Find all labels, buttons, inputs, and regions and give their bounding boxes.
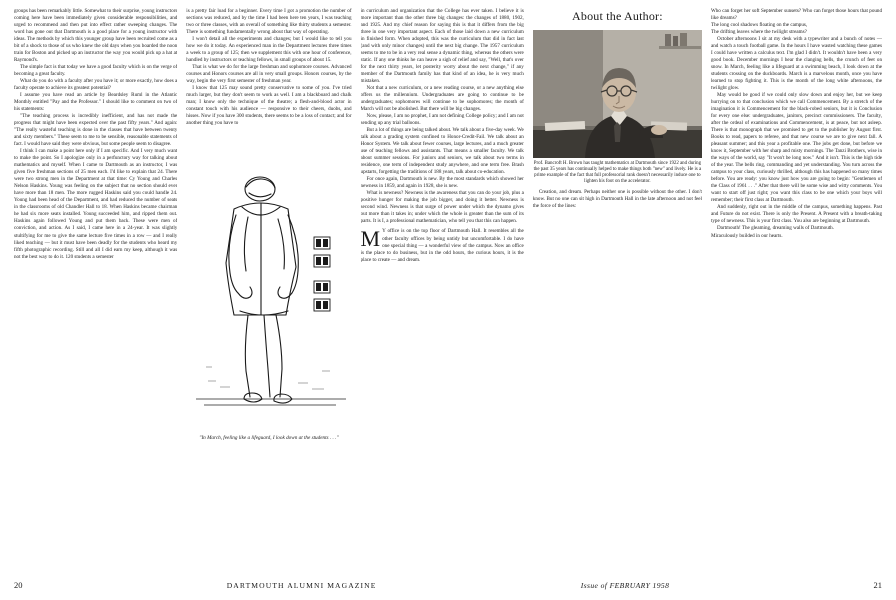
folio-left: 20	[14, 580, 23, 590]
illustration-caption: "In March, feeling like a lifeguard, I look down at the students . . ."	[199, 435, 339, 442]
paragraph: May would be good if we could only slow down and enjoy her, but we keep hurrying on to that conclusion which we call Commencement. By a stretch of the imagination it is Commencement for the black-robed seniors, but it is Conclusion for every one else: undergraduates, janitors, precinct commissioners. The faculty, after the ordeal of examinations and Commencement, is at peace, but not asleep. There is that monograph that we promised to get to the publisher by August first. Books to read, papers to referee, and that new course we are to give next fall. A pleasant summer; and this year a profitable one. The jobs get done, but before we know it, September with her sharp and misty mornings. The Tanzi Brothers, wise in the ways of the world, say "It won't be long now." And it isn't. This is the high tide of the year. The bells ring, commanding and yet understanding. You turn across the campus to your class, curiously thrilled, although this has happened so many times before. You are ready: you know just how you are going to begin: "Gentlemen of the Class of 1961 . . ." After that there will be some wise and witty comments. You want to start off just right; you want this class to be one which your boys will remember; their first class at Dartmouth.	[710, 92, 883, 204]
paragraph: That is what we do for the large freshman and sophomore courses. Advanced courses and Honors courses are all in very small groups. Honors courses, by the way, begin the very first semester of freshman year.	[186, 64, 352, 85]
paragraph: is a pretty fair load for a beginner. Every time I got a promotion the number of sections was reduced, and by the time I had been here ten years, I was teaching two or three classes, with an overall of something like thirty students a semester. There is something fundamentally wrong about that way of operating.	[186, 8, 352, 36]
paragraph: "The teaching process is incredibly inefficient, and has not made the progress that might have been expected over the past fifty years." And again: "The really wasteful teaching is done in the classes that have between twenty and sixty members." These seem to me to be sensible, reasonable statements of fact. I would have said they were obvious, but some people seem to disagree.	[14, 113, 178, 148]
paragraph: Creation, and dream. Perhaps neither one is possible without the other. I don't know. But no one can sit high in Dartmouth Hall in the late afternoon and not feel the force of the lines:	[532, 189, 702, 210]
paragraph: Miraculously builded in our hearts.	[710, 232, 783, 239]
author-photo-caption: Prof. Bancroft H. Brown has taught mathematics at Dartmouth since 1922 and during the past 35 years has continually helped to make things both "new" and lively. He is a prime example of the fact that full professorial rank doesn't necessarily induce one to lighten his foot on the accelerator.	[533, 160, 702, 184]
illustration-svg	[186, 131, 351, 431]
paragraph: in curriculum and organization that the College has ever taken. I believe it is more important than the other three big changes: the changes of 1880, 1902, and 1925. And my chief reason for saying this is that it differs from the big three in one very important aspect. Each of those laid down a new curriculum in finished form. When adopted, this was the curriculum that did in fact last (and with only minor changes) until the next big change. The 1957 curriculum seems to me to be in a very real sense a dynamic thing, whereas the others were static. If any one thinks he can heave a sigh of relief and say, "Well, that's over for the next thirty years, let posterity worry about the next change," if any member of the Dartmouth family has that kind of an idea, he is very much mistaken.	[360, 8, 524, 85]
paragraph: I assume you have read an article by Beardsley Ruml in the Atlantic Monthly entitled "Pay and the Professor." I should like to comment on two of his statements:	[14, 92, 178, 113]
about-author-heading: About the Author:	[572, 9, 663, 23]
paragraph: I won't detail all the experiments and changes; but I would like to tell you how we do it today. An experienced man in the Department lectures three times a week to a group of 125; then we supplement this with one hour of conference, handled by instructors or teaching fellows, in small groups of about 15.	[186, 36, 352, 64]
drop-cap: M	[360, 226, 381, 252]
paragraph: October afternoons I sit at my desk with a typewriter and a bunch of notes — and watch a touch football game. In the hours I have wasted watching these games I could have written a calculus text. I'm glad I didn't. It wouldn't have been a very good book. December mornings I hear the clanging bells, the crunch of feet on snow. In March, feeling like a lifeguard at a swimming beach, I look down at the students crossing on the duckboards. March is a marvelous month, once you have learned to stop fighting it. This is the month of the long white afternoons, the twilight glow.	[710, 36, 883, 92]
paragraph: Not that a new curriculum, or a new reading course, or a new anything else offers us the millennium. Undergraduates are going to continue to be undergraduates; sophomores will continue to be sophomores; the month of March will not be abolished. But there will be big changes.	[360, 85, 524, 113]
illustration-student-figure	[186, 131, 351, 431]
column-1	[14, 8, 177, 560]
paragraph: groups has been remarkably little. Somewhat to their surprise, young instructors coming here have been immediately given considerable responsibilities, and urged to recommend and then put into effect rather sweeping changes. The word has gone out that Dartmouth is a good place for a young instructor with ideas. The methods by which this younger group have been recruited come as a bit of a shock to those of us who knew the old days when you boarded the noon train for Boston and picked up an instructor the way you would pick up a hat at Raymond's.	[14, 8, 178, 64]
paragraph: The simple fact is that today we have a good faculty which is on the verge of becoming a great faculty.	[14, 64, 178, 78]
column-5	[711, 8, 882, 560]
paragraph: Who can forget her soft September sunsets? Who can forget those hours that pound like dreams?	[710, 8, 883, 22]
paragraph: The drifting leaves where the twilight streams?	[710, 29, 807, 36]
column-4-about-author	[533, 8, 702, 560]
paragraph-text: Y office is on the top floor of Dartmouth Hall. It resembles all the other faculty offices by being untidy but uncomfortable. I do have one special thing — a wonderful view of the campus. Now an office is the place to do business, but in the odd hours, the curious hours, it is the place to create — and dream.	[360, 228, 524, 263]
issue-date: Issue of FEBRUARY 1958	[580, 580, 670, 590]
magazine-title: DARTMOUTH ALUMNI MAGAZINE	[226, 580, 377, 590]
paragraph: I think I can make a point here only if I am specific. And I very much want to make the point. So I apologize only in a perfunctory way for talking about mathematics and myself. When I came to Dartmouth as an instructor, I was given five freshman sections of 25 men each. I'd like to explain that 24. There were two strong men in the Department at that time: Cy Young and Charles Nelson Haskins. Young was feeling on the subject that no section should ever have more than 18 men. The more rugged Haskins said you could handle 24. Young had been head of the Department, and had reduced the number of seats in the classrooms of old Chandler Hall to 18. When Haskins became chairman he had six more seats installed. Young succeeded him, and ripped them out. Haskins again followed Young and put them back. These were men of conviction, and action. As I said, I came here in a 24-year. It was slightly stultifying for me to give the same lecture five times in a row — and I really liked teaching — but it must have been deadly for the students who heard my fifth photographic recording. Still and all I did earn my keep, although it was not the best way to do it. 120 students a semester	[14, 148, 178, 260]
paragraph: For once again, Dartmouth is new. By the most standards which showed her newness in 1859, and again in 1928, she is new.	[360, 176, 524, 190]
author-photo-svg	[533, 30, 702, 158]
author-photo-wrap	[533, 30, 702, 158]
paragraph: What do you do with a faculty after you have it; or more exactly, how does a faculty operate to achieve its greatest potential?	[14, 78, 178, 92]
column-2	[186, 8, 351, 560]
paragraph: And suddenly, right out in the middle of the campus, something happens. Past and Future do not exist. There is only the Present. A Present with a breath-taking type of newness. This is your first class. You also are beginning at Dartmouth.	[710, 204, 883, 225]
folio-right: 21	[873, 580, 882, 590]
paragraph: Now, please, I am no prophet, I am not defining College policy; and I am not sending up any trial balloons.	[360, 113, 524, 127]
paragraph: Dartmouth! The gleaming, dreaming walls of Dartmouth.	[716, 225, 834, 232]
paragraph: I know that 125 may sound pretty conservative to some of you. I've tried much larger, but they don't seem to work as well. I am a blackboard and chalk man; I know only the technique of the theatre; a flesh-and-blood actor in constant touch with his audience — responsive to their cheers, duobs, and hisses. Now if you have 300 students, there seems to be a loss of contact; and for another thing you have to	[186, 85, 352, 127]
paragraph-with-dropcap	[361, 228, 524, 263]
column-3	[361, 8, 524, 560]
paragraph: What is newness? Newness is the awareness that you can do your job, plus a positive hunger for making the job bigger, and doing it better. Newness is second wind. Newness is that surge of power under which the dynamo gives out more than it takes in; under which the whole is greater than the sum of its parts. It is I, a professional mathematician, who tell you that this can happen.	[360, 190, 524, 225]
author-photo	[533, 30, 702, 158]
paragraph: But a lot of things are being talked about. We talk about a five-day week. We talk about a grading system confined to Honor-Credit-Fail. We talk about an Honor System. We talk about fewer courses, large lectures, and a much greater use of teaching fellows and assistants. That means a smaller faculty. We talk about summer sessions. For juniors and seniors, we talk about two terms in residence, one term of independent study anywhere, and one term free. Brash upstarts, forgetting the traditions of 188 years, talk about co-education.	[360, 127, 524, 176]
article-columns	[14, 8, 882, 560]
page-footer	[14, 576, 882, 594]
paragraph: The long cool shadows floating on the campus,	[710, 22, 808, 29]
